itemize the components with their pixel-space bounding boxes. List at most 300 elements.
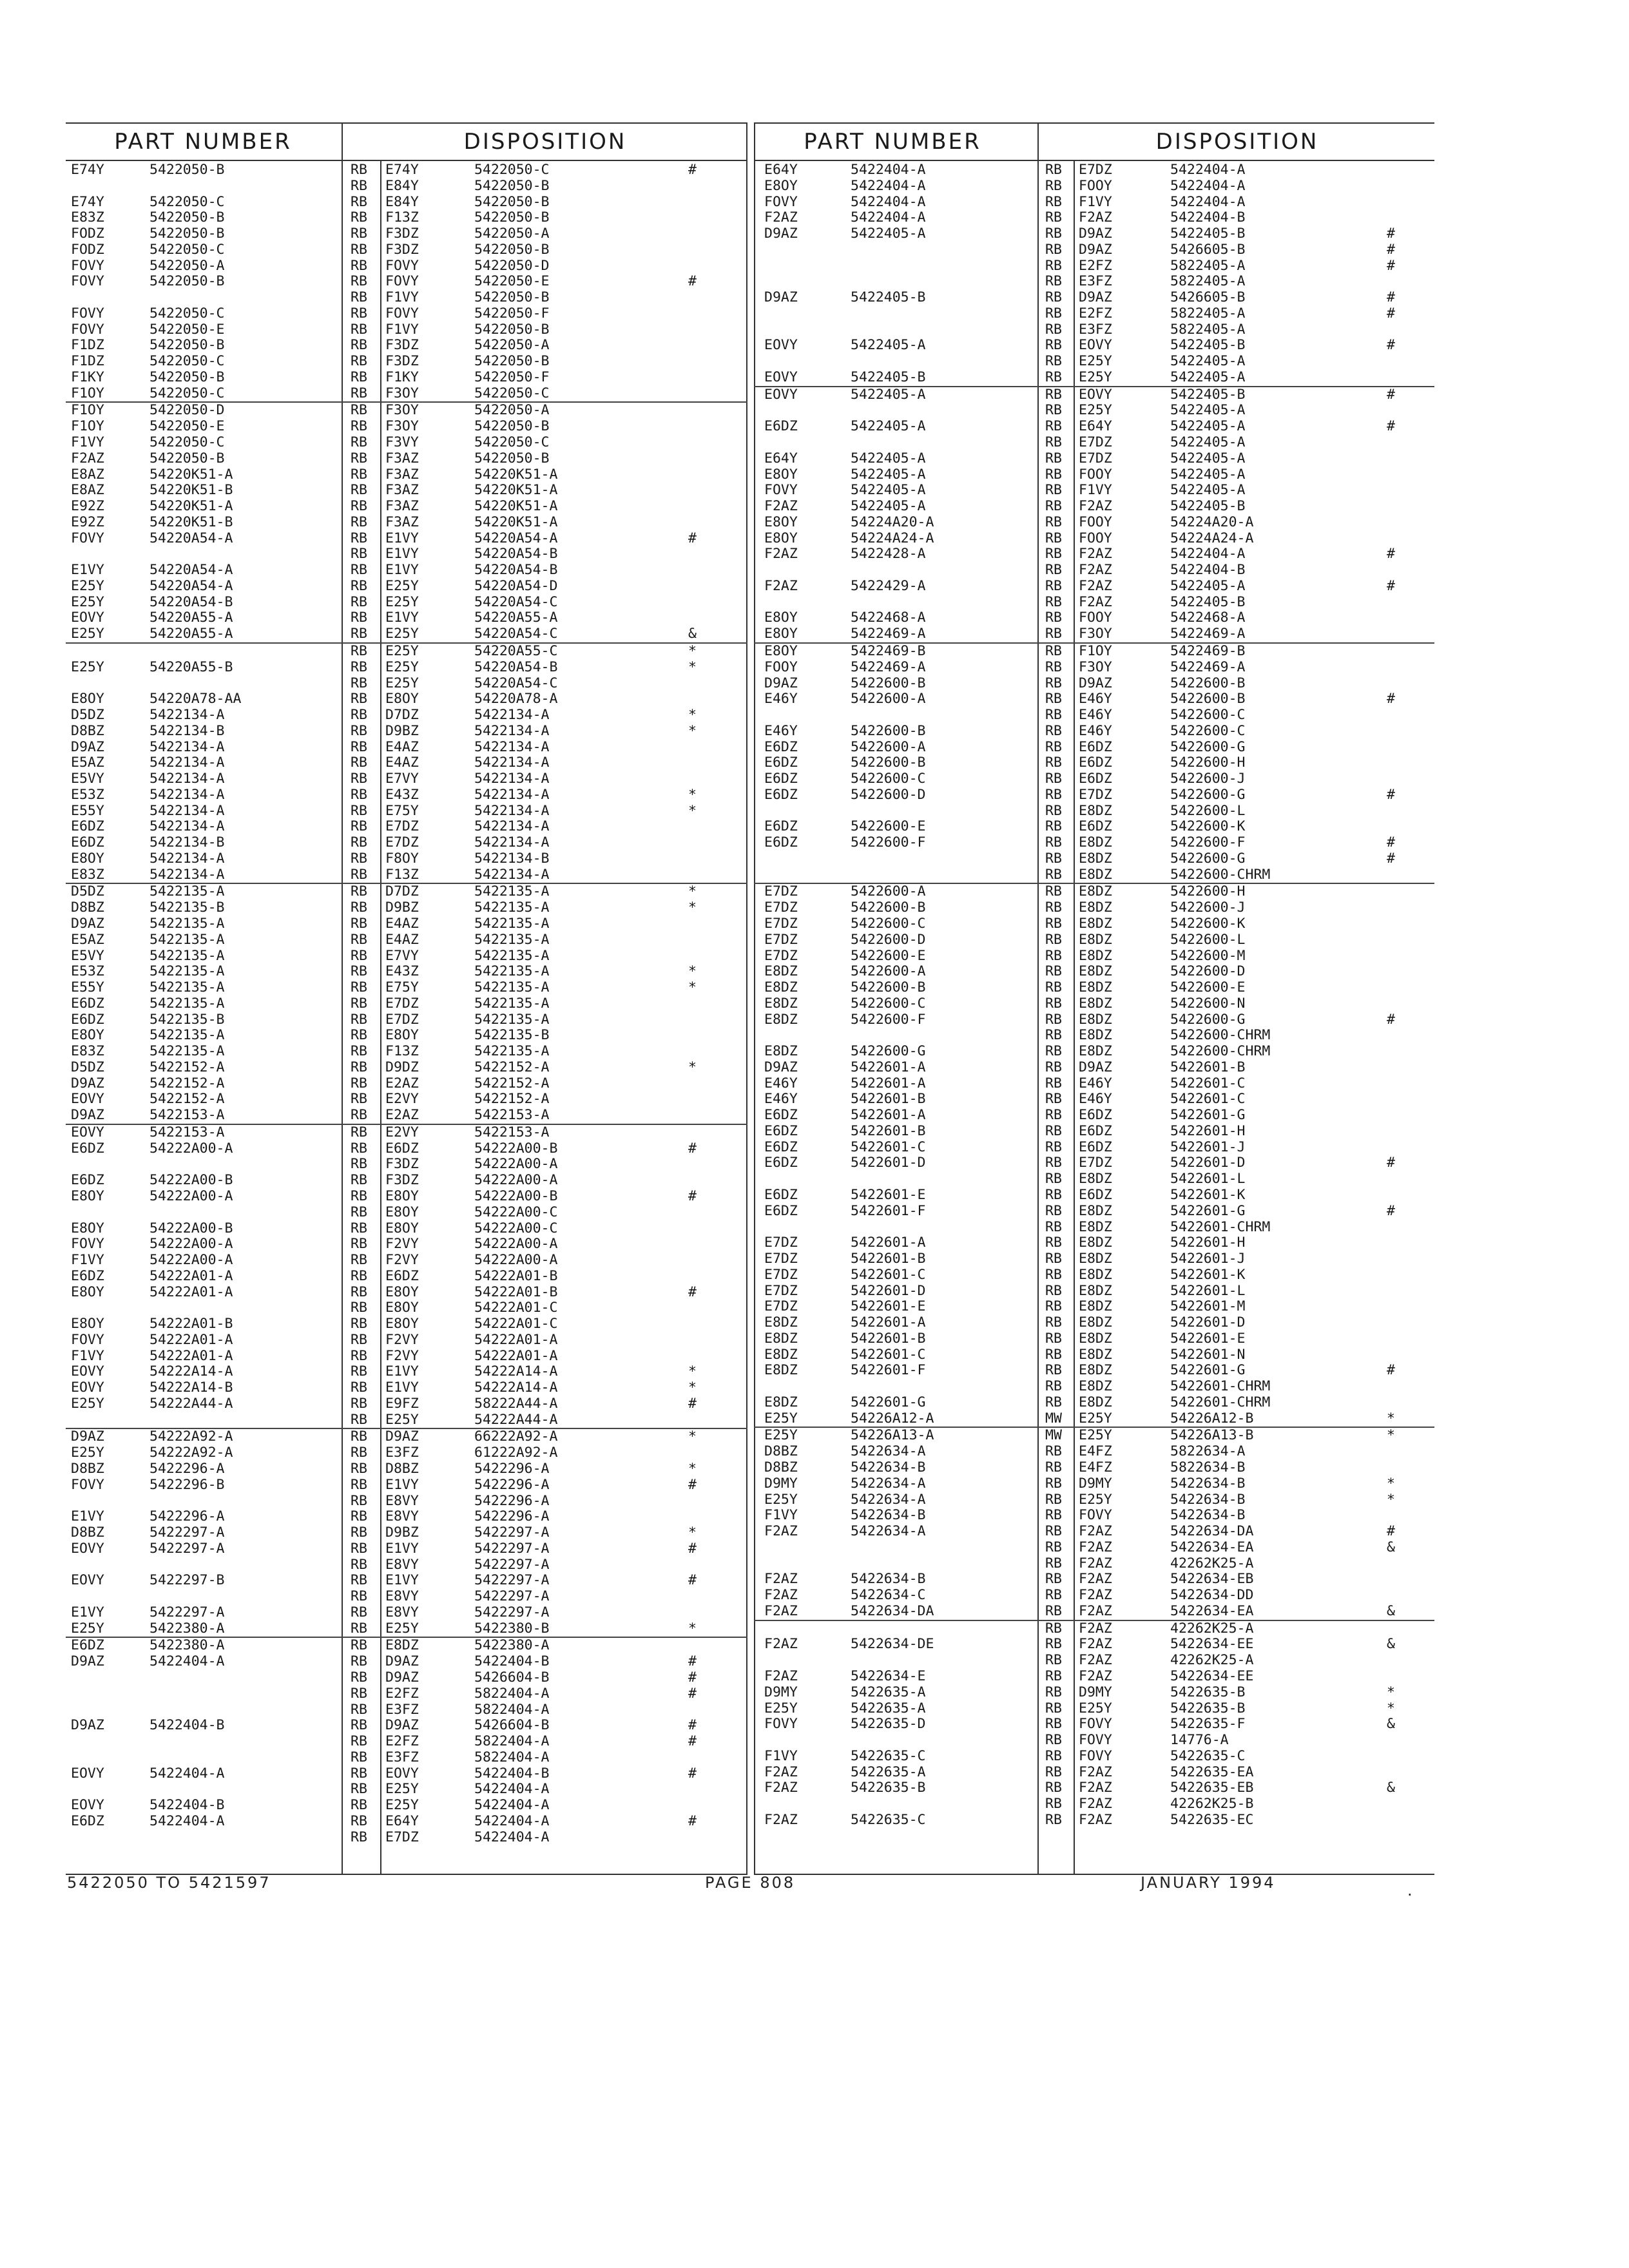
cell-code: RB [1045, 738, 1062, 755]
cell-marker: * [688, 786, 697, 803]
table-row [66, 1557, 747, 1573]
cell-new-model: F3DZ [385, 1156, 419, 1173]
cell-old-part-number: 5422601-D [851, 1155, 926, 1171]
cell-new-model: E1VY [385, 1476, 419, 1493]
cell-new-model: E8DZ [1079, 802, 1112, 819]
cell-new-model: E43Z [385, 786, 419, 803]
cell-new-model: F2AZ [1079, 498, 1112, 515]
cell-old-part-number: 54222A14-A [149, 1363, 233, 1380]
cell-new-model: F2AZ [1079, 546, 1112, 562]
cell-new-part-number: 5822404-A [474, 1685, 550, 1702]
cell-old-model: E8OY [764, 642, 798, 659]
cell-new-part-number: 5422134-A [474, 834, 550, 851]
table-row [66, 996, 747, 1012]
cell-marker: # [688, 1395, 697, 1412]
cell-new-part-number: 5422600-H [1170, 883, 1246, 900]
cell-new-part-number: 5422405-A [1170, 402, 1246, 419]
cell-new-part-number: 5422153-A [474, 1124, 550, 1140]
cell-marker: # [688, 1669, 697, 1686]
cell-new-part-number: 5422405-A [1170, 466, 1246, 483]
cell-old-model: D9AZ [71, 1428, 104, 1445]
left-rows [66, 162, 747, 1845]
cell-new-part-number: 5422050-B [474, 450, 550, 466]
cell-old-part-number: 5422404-B [149, 1797, 225, 1814]
cell-new-model: E2VY [385, 1124, 419, 1140]
cell-old-model: E8OY [764, 466, 798, 483]
cell-old-model: F2AZ [764, 1602, 798, 1619]
cell-code: RB [351, 305, 367, 322]
table-row [66, 1157, 747, 1173]
cell-old-model: E6DZ [71, 995, 104, 1012]
cell-marker: & [1387, 1636, 1395, 1653]
cell-new-model: E3FZ [1079, 273, 1112, 290]
table-row [754, 195, 1434, 211]
cell-code: RB [351, 658, 367, 675]
cell-old-part-number: 5422634-DE [851, 1636, 934, 1653]
cell-new-part-number: 5422601-CHRM [1170, 1218, 1271, 1235]
cell-new-model: E7DZ [385, 818, 419, 835]
cell-old-model: E7DZ [764, 1266, 798, 1283]
cell-marker: * [688, 1461, 697, 1477]
cell-new-model: D9AZ [1079, 289, 1112, 306]
cell-new-model: E8DZ [1079, 1011, 1112, 1028]
cell-new-part-number: 5422600-D [1170, 963, 1246, 980]
table-row [754, 1540, 1434, 1556]
table-row [754, 1140, 1434, 1156]
cell-marker: # [1387, 289, 1395, 306]
cell-old-part-number: 5422601-B [851, 1091, 926, 1108]
table-row [66, 948, 747, 965]
cell-code: RB [351, 1236, 367, 1253]
cell-new-part-number: 5422600-CHRM [1170, 866, 1271, 883]
cell-marker: * [1387, 1410, 1395, 1427]
cell-old-model: E53Z [71, 786, 104, 803]
cell-old-part-number: 54220A54-A [149, 530, 233, 546]
cell-new-part-number: 5422050-B [474, 241, 550, 258]
table-row [754, 1315, 1434, 1331]
cell-new-model: E84Y [385, 193, 419, 210]
cell-old-part-number: 5422134-A [149, 771, 225, 787]
table-row [754, 1012, 1434, 1028]
cell-code: RB [1045, 577, 1062, 594]
cell-marker: # [1387, 577, 1395, 594]
cell-old-part-number: 5422135-A [149, 883, 225, 900]
cell-code: RB [351, 866, 367, 883]
cell-code: RB [351, 1316, 367, 1332]
cell-code: RB [351, 786, 367, 803]
cell-new-part-number: 5422050-A [474, 402, 550, 419]
cell-code: RB [1045, 1652, 1062, 1669]
cell-new-model: E2AZ [385, 1107, 419, 1124]
table-row [754, 1108, 1434, 1124]
cell-code: RB [1045, 402, 1062, 419]
cell-old-model: E7DZ [764, 1235, 798, 1251]
table-row [754, 1716, 1434, 1733]
table-row [754, 467, 1434, 483]
cell-marker: # [1387, 1362, 1395, 1379]
table-row [66, 1750, 747, 1766]
cell-new-part-number: 5422135-A [474, 1011, 550, 1028]
cell-old-model: D5DZ [71, 883, 104, 900]
cell-old-part-number: 5422634-DA [851, 1602, 934, 1619]
cell-old-part-number: 5422296-B [149, 1476, 225, 1493]
cell-new-part-number: 54222A14-A [474, 1379, 558, 1396]
cell-new-model: FOOY [1079, 514, 1112, 530]
cell-code: RB [351, 1124, 367, 1140]
cell-new-model: E8DZ [1079, 1298, 1112, 1315]
cell-old-part-number: 5422405-A [851, 226, 926, 242]
cell-new-model: F2AZ [1079, 1555, 1112, 1571]
cell-old-model: E1VY [71, 1604, 104, 1620]
cell-old-part-number: 5422405-A [851, 466, 926, 483]
cell-new-model: E8DZ [1079, 1282, 1112, 1299]
cell-old-model: E8OY [71, 1220, 104, 1236]
cell-new-model: F2AZ [1079, 1571, 1112, 1588]
cell-old-model: EOVY [71, 1379, 104, 1396]
cell-old-model: F2AZ [764, 209, 798, 226]
cell-new-model: F1VY [1079, 193, 1112, 210]
cell-old-model: F2AZ [764, 1763, 798, 1780]
cell-old-model: E6DZ [764, 834, 798, 851]
cell-old-model: D9AZ [764, 226, 798, 242]
cell-code: RB [1045, 1091, 1062, 1108]
cell-new-model: E6DZ [1079, 1139, 1112, 1155]
cell-old-model: E6DZ [764, 771, 798, 787]
cell-new-model: FOOY [1079, 610, 1112, 626]
cell-code: RB [1045, 899, 1062, 916]
cell-code: RB [351, 385, 367, 401]
cell-new-model: E1VY [385, 1379, 419, 1396]
cell-new-model: E25Y [1079, 369, 1112, 385]
table-row [66, 1718, 747, 1734]
cell-old-model: D5DZ [71, 1059, 104, 1075]
cell-new-model: E8DZ [1079, 1314, 1112, 1331]
cell-code: RB [1045, 482, 1062, 499]
cell-marker: # [688, 1812, 697, 1829]
cell-code: RB [1045, 514, 1062, 530]
table-row [66, 1173, 747, 1189]
cell-code: RB [1045, 1555, 1062, 1571]
cell-old-part-number: 5422405-B [851, 289, 926, 306]
cell-code: RB [351, 1556, 367, 1573]
cell-new-model: F2AZ [1079, 562, 1112, 579]
cell-code: RB [1045, 1202, 1062, 1219]
table-row [754, 1187, 1434, 1204]
cell-marker: # [1387, 305, 1395, 322]
cell-old-model: E25Y [764, 1491, 798, 1508]
cell-code: RB [351, 1445, 367, 1461]
cell-old-model: F1VY [71, 434, 104, 451]
table-row [66, 274, 747, 290]
cell-old-part-number: 54220K51-A [149, 466, 233, 483]
cell-new-model: E84Y [385, 177, 419, 194]
cell-old-part-number: 5422600-E [851, 947, 926, 964]
cell-new-model: E8DZ [1079, 883, 1112, 900]
cell-new-part-number: 5422050-D [474, 257, 550, 274]
cell-code: RB [1045, 883, 1062, 900]
cell-old-model: F1DZ [71, 337, 104, 354]
cell-old-part-number: 54220A54-A [149, 577, 233, 594]
cell-code: RB [351, 738, 367, 755]
cell-new-part-number: 5422134-B [474, 850, 550, 867]
cell-old-part-number: 54220A55-A [149, 610, 233, 626]
cell-new-part-number: 5422404-B [474, 1653, 550, 1670]
table-row [66, 1332, 747, 1349]
cell-new-part-number: 54220K51-A [474, 482, 558, 499]
table-row [66, 338, 747, 354]
cell-old-part-number: 5422404-A [149, 1765, 225, 1782]
cell-new-part-number: 54222A01-C [474, 1316, 558, 1332]
cell-new-part-number: 5422600-CHRM [1170, 1027, 1271, 1044]
cell-code: RB [351, 1428, 367, 1445]
cell-new-part-number: 5422050-F [474, 305, 550, 322]
table-row [66, 1445, 747, 1461]
cell-new-part-number: 5422050-A [474, 226, 550, 242]
cell-new-part-number: 54220A55-C [474, 642, 558, 659]
table-row [754, 1204, 1434, 1220]
cell-new-part-number: 5422601-B [1170, 1059, 1246, 1075]
cell-new-model: D7DZ [385, 707, 419, 724]
cell-new-model: F3DZ [385, 241, 419, 258]
cell-new-part-number: 54222A01-A [474, 1347, 558, 1364]
cell-new-model: E7DZ [385, 834, 419, 851]
cell-new-model: E8VY [385, 1492, 419, 1509]
cell-new-part-number: 5422600-C [1170, 722, 1246, 739]
cell-old-part-number: 5422469-A [851, 626, 926, 642]
cell-old-part-number: 5422469-B [851, 642, 926, 659]
cell-old-model: E6DZ [764, 1202, 798, 1219]
cell-code: RB [351, 818, 367, 835]
cell-new-part-number: 5422135-A [474, 899, 550, 916]
cell-old-model: EOVY [764, 337, 798, 354]
table-row [754, 851, 1434, 867]
cell-new-part-number: 5422296-A [474, 1492, 550, 1509]
cell-code: RB [351, 947, 367, 964]
cell-new-part-number: 5422600-N [1170, 995, 1246, 1012]
cell-code: RB [1045, 434, 1062, 451]
cell-old-model: FOVY [71, 305, 104, 322]
cell-marker: * [688, 658, 697, 675]
cell-marker: & [688, 626, 697, 642]
cell-old-part-number: 5422600-A [851, 963, 926, 980]
table-row [754, 162, 1434, 178]
cell-code: RB [351, 1140, 367, 1157]
cell-old-part-number: 5422634-E [851, 1667, 926, 1684]
cell-code: RB [351, 1653, 367, 1670]
cell-new-part-number: 5422297-A [474, 1604, 550, 1620]
cell-new-model: F1VY [1079, 482, 1112, 499]
cell-code: RB [1045, 369, 1062, 385]
cell-marker: # [688, 1653, 697, 1670]
cell-marker: * [688, 883, 697, 900]
cell-marker: # [1387, 226, 1395, 242]
cell-new-part-number: 5422050-A [474, 337, 550, 354]
cell-code: RB [1045, 209, 1062, 226]
cell-old-model: E7DZ [764, 915, 798, 932]
cell-code: RB [351, 1524, 367, 1541]
cell-code: RB [1045, 1443, 1062, 1460]
cell-code: RB [351, 1749, 367, 1765]
cell-new-model: FOVY [385, 305, 419, 322]
cell-new-model: E64Y [385, 1812, 419, 1829]
cell-old-model: E25Y [71, 1620, 104, 1637]
table-row [66, 1798, 747, 1814]
table-row [66, 226, 747, 242]
cell-new-model: F3AZ [385, 482, 419, 499]
cell-new-model: E8DZ [1079, 1202, 1112, 1219]
cell-code: RB [1045, 337, 1062, 354]
right-rows [754, 162, 1434, 1829]
cell-new-model: E46Y [1079, 707, 1112, 724]
cell-new-part-number: 5422404-A [1170, 546, 1246, 562]
cell-old-model: FOVY [71, 257, 104, 274]
cell-old-part-number: 5422428-A [851, 546, 926, 562]
cell-code: RB [351, 209, 367, 226]
cell-old-model: E8OY [764, 610, 798, 626]
cell-old-model: E83Z [71, 1043, 104, 1060]
table-row [66, 1638, 747, 1654]
cell-old-part-number: 5422134-A [149, 738, 225, 755]
table-row [66, 1396, 747, 1412]
cell-new-model: F13Z [385, 1043, 419, 1060]
cell-code: RB [351, 1829, 367, 1845]
cell-new-part-number: 54220A54-A [474, 530, 558, 546]
cell-new-part-number: 5422050-C [474, 162, 550, 178]
table-row [754, 755, 1434, 771]
table-row [754, 644, 1434, 660]
cell-old-part-number: 5422135-A [149, 931, 225, 948]
cell-old-part-number: 5422634-A [851, 1475, 926, 1492]
cell-code: RB [351, 963, 367, 980]
cell-old-model: E64Y [764, 450, 798, 466]
cell-old-model: E1VY [71, 1508, 104, 1525]
cell-code: RB [351, 482, 367, 499]
cell-marker: * [688, 1524, 697, 1541]
cell-old-part-number: 5422600-E [851, 818, 926, 835]
table-row [754, 724, 1434, 740]
cell-code: RB [1045, 1763, 1062, 1780]
cell-code: RB [351, 1797, 367, 1814]
cell-new-part-number: 5822634-A [1170, 1443, 1246, 1460]
cell-new-model: E8DZ [1079, 1027, 1112, 1044]
cell-new-part-number: 54220K51-A [474, 514, 558, 530]
cell-code: RB [351, 177, 367, 194]
cell-new-part-number: 5422296-A [474, 1461, 550, 1477]
table-row [754, 1492, 1434, 1508]
cell-old-model: E46Y [764, 1091, 798, 1108]
cell-old-part-number: 5422600-D [851, 931, 926, 948]
table-row [66, 1269, 747, 1285]
cell-marker: # [1387, 1202, 1395, 1219]
cell-new-part-number: 54220A54-B [474, 546, 558, 562]
cell-old-part-number: 5422134-A [149, 866, 225, 883]
table-row [66, 660, 747, 676]
cell-code: RB [351, 850, 367, 867]
cell-code: RB [351, 915, 367, 932]
cell-new-model: E7DZ [385, 995, 419, 1012]
cell-new-model: E8DZ [1079, 850, 1112, 867]
table-row [66, 531, 747, 547]
cell-new-part-number: 5422469-A [1170, 658, 1246, 675]
cell-code: RB [351, 1620, 367, 1637]
table-row [754, 626, 1434, 644]
table-row [754, 1749, 1434, 1765]
cell-old-part-number: 5422601-C [851, 1346, 926, 1363]
cell-new-part-number: 5422600-M [1170, 947, 1246, 964]
cell-old-model: E7DZ [764, 1282, 798, 1299]
table-row [754, 1476, 1434, 1492]
cell-code: RB [1045, 1571, 1062, 1588]
table-row [66, 626, 747, 644]
cell-new-model: E8DZ [1079, 1330, 1112, 1347]
cell-new-part-number: 42262K25-B [1170, 1796, 1254, 1812]
table-row [754, 1411, 1434, 1428]
cell-code: RB [1045, 498, 1062, 515]
cell-old-part-number: 5422634-B [851, 1459, 926, 1476]
cell-code: RB [351, 337, 367, 354]
cell-new-model: E8OY [385, 1283, 419, 1300]
table-row [66, 1044, 747, 1060]
cell-new-model: F3DZ [385, 226, 419, 242]
cell-new-part-number: 5422380-B [474, 1620, 550, 1637]
cell-old-part-number: 54222A00-B [149, 1220, 233, 1236]
cell-old-model: F2AZ [764, 577, 798, 594]
cell-old-model: F1OY [71, 385, 104, 401]
cell-old-model: EOVY [764, 369, 798, 385]
cell-code: RB [351, 241, 367, 258]
cell-new-model: E8DZ [1079, 915, 1112, 932]
cell-new-part-number: 5422601-C [1170, 1091, 1246, 1108]
cell-new-part-number: 5422135-A [474, 931, 550, 948]
cell-code: RB [351, 257, 367, 274]
cell-old-part-number: 5422634-A [851, 1523, 926, 1540]
cell-new-part-number: 5422635-F [1170, 1716, 1246, 1733]
table-row [754, 1363, 1434, 1379]
cell-code: RB [351, 691, 367, 707]
table-row [754, 1267, 1434, 1283]
table-row [66, 1782, 747, 1798]
cell-new-model: FOVY [1079, 1747, 1112, 1764]
cell-new-part-number: 66222A92-A [474, 1428, 558, 1445]
cell-new-model: E2AZ [385, 1075, 419, 1091]
cell-marker: # [688, 1572, 697, 1589]
cell-new-part-number: 5422601-G [1170, 1107, 1246, 1124]
cell-new-model: EOVY [1079, 386, 1112, 403]
table-row [66, 162, 747, 178]
cell-new-model: F3DZ [385, 337, 419, 354]
cell-old-model: D8BZ [71, 899, 104, 916]
cell-old-model: E6DZ [71, 1172, 104, 1189]
cell-code: RB [1045, 466, 1062, 483]
cell-new-model: E4AZ [385, 931, 419, 948]
cell-code: RB [351, 514, 367, 530]
cell-code: RB [1045, 1218, 1062, 1235]
cell-new-part-number: 5422297-A [474, 1572, 550, 1589]
cell-new-model: E8DZ [1079, 1171, 1112, 1187]
table-row [754, 867, 1434, 885]
cell-new-model: E25Y [1079, 402, 1112, 419]
cell-code: RB [351, 1685, 367, 1702]
cell-new-model: E1VY [385, 530, 419, 546]
table-row [66, 740, 747, 756]
cell-old-model: D9AZ [71, 915, 104, 932]
cell-new-model: F3AZ [385, 450, 419, 466]
cell-old-part-number: 5422405-A [851, 337, 926, 354]
cell-old-model: E6DZ [71, 1267, 104, 1284]
cell-old-model: F1DZ [71, 353, 104, 370]
table-row [754, 819, 1434, 835]
cell-code: RB [1045, 850, 1062, 867]
